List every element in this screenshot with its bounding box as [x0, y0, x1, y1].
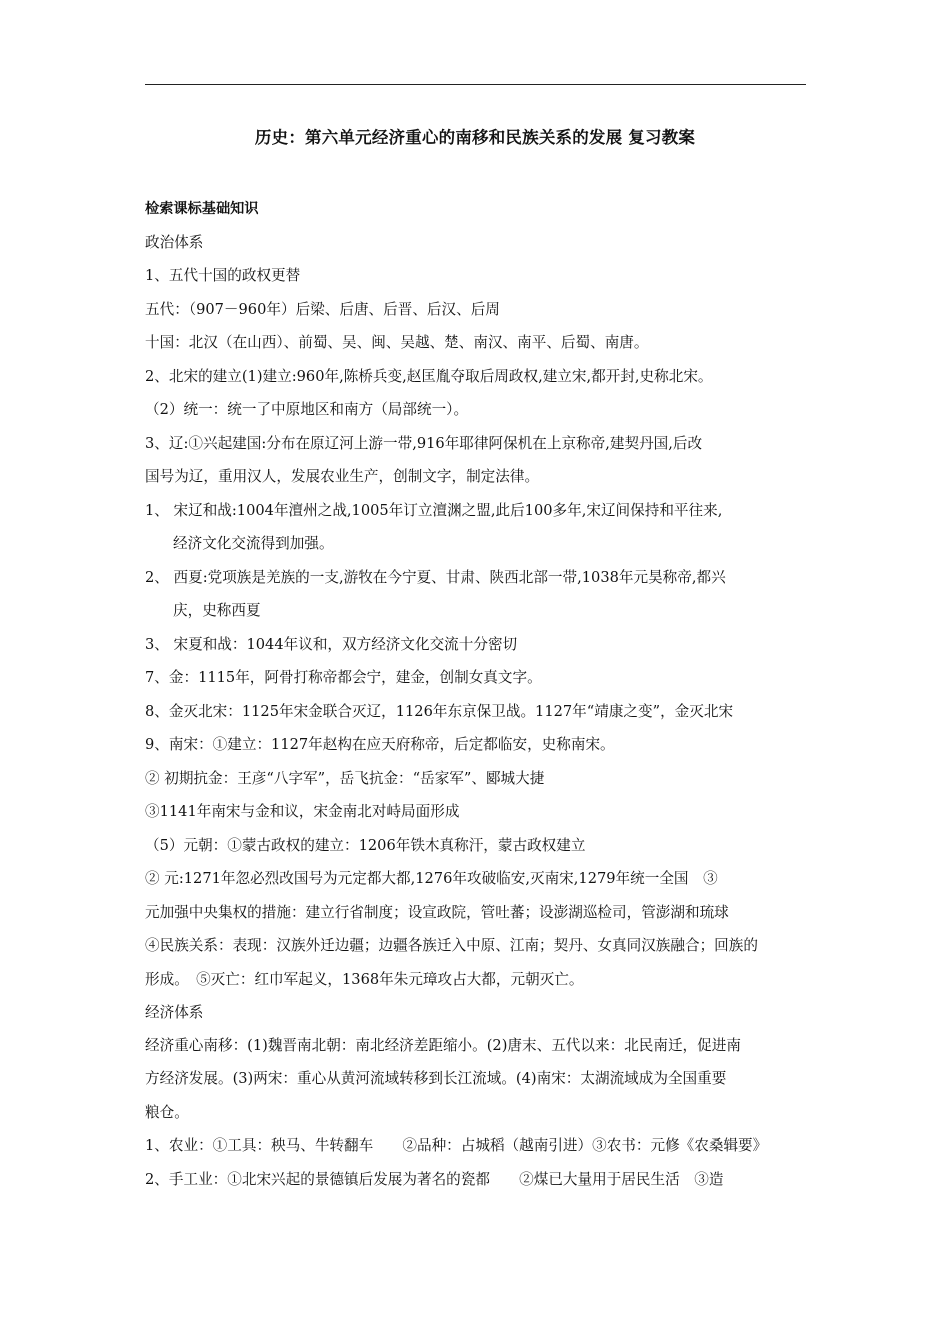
text-line: ② 初期抗金：王彦“八字军”，岳飞抗金：“岳家军”、郾城大捷 [145, 769, 545, 787]
text-line: 7、金：1115年，阿骨打称帝都会宁，建金，创制女真文字。 [145, 669, 542, 686]
text-line: 3、辽:①兴起建国:分布在原辽河上游一带,916年耶律阿保机在上京称帝,建契丹国,后改 [145, 434, 703, 452]
document-body [145, 196, 811, 1200]
text-line: 十国：北汉（在山西）、前蜀、吴、闽、吴越、楚、南汉、南平、后蜀、南唐。 [145, 334, 649, 351]
text-line: 2、手工业：①北宋兴起的景德镇后发展为著名的瓷都 ②煤已大量用于居民生活 ③造 [145, 1170, 724, 1188]
text-line: 1、五代十国的政权更替 [145, 267, 301, 284]
text-line: 1、农业：①工具：秧马、牛转翻车 ②品种：占城稻（越南引进）③农书：元修《农桑辑要》 [145, 1137, 768, 1154]
section-heading: 检索课标基础知识 [145, 201, 259, 217]
text-line: 国号为辽，重用汉人，发展农业生产，创制文字，制定法律。 [145, 468, 540, 485]
text-line: 政治体系 [145, 233, 204, 251]
text-line: 2、 西夏:党项族是羌族的一支,游牧在今宁夏、甘肃、陕西北部一带,1038年元昊称帝,都兴 [145, 568, 726, 586]
text-line: 9、南宋：①建立：1127年赵构在应天府称帝，后定都临安，史称南宋。 [145, 736, 615, 753]
text-line: ② 元:1271年忽必烈改国号为元定都大都,1276年攻破临安,灭南宋,1279年统一全国 ③ [145, 870, 718, 887]
document-title: 历史：第六单元经济重心的南移和民族关系的发展 复习教案 [254, 128, 696, 147]
text-line: 庆，史称西夏 [173, 602, 261, 619]
text-line: 方经济发展。(3)两宋：重心从黄河流域转移到长江流域。(4)南宋：太湖流域成为全国重要 [145, 1070, 727, 1087]
text-line: 1、 宋辽和战:1004年澶州之战,1005年订立澶渊之盟,此后100多年,宋辽间保持和平往来, [145, 501, 723, 519]
header-rule [145, 84, 806, 85]
text-line: 2、北宋的建立(1)建立:960年,陈桥兵变,赵匡胤夺取后周政权,建立宋,都开封,史称北宋。 [145, 367, 713, 385]
text-line: 3、 宋夏和战：1044年议和，双方经济文化交流十分密切 [145, 635, 518, 653]
text-line: （5）元朝：①蒙古政权的建立：1206年铁木真称汗，蒙古政权建立 [145, 836, 586, 854]
text-line: ③1141年南宋与金和议，宋金南北对峙局面形成 [145, 803, 460, 820]
text-line: 经济重心南移：(1)魏晋南北朝：南北经济差距缩小。(2)唐末、五代以来：北民南迁，促进南 [145, 1036, 741, 1054]
text-line: （2）统一：统一了中原地区和南方（局部统一）。 [145, 401, 469, 418]
text-line: 元加强中央集权的措施：建立行省制度；设宣政院，管吐蕃；设澎湖巡检司，管澎湖和琉球 [145, 903, 729, 921]
text-line: 形成。 ⑤灭亡：红巾军起义，1368年朱元璋攻占大都，元朝灭亡。 [145, 970, 584, 988]
text-line: ④民族关系：表现：汉族外迁边疆；边疆各族迁入中原、江南；契丹、女真同汉族融合；回族的 [145, 937, 758, 954]
text-line: 经济文化交流得到加强。 [173, 535, 334, 552]
text-line: 五代：（907－960年）后梁、后唐、后晋、后汉、后周 [145, 300, 500, 318]
text-line: 粮仓。 [145, 1103, 189, 1121]
text-line: 8、金灭北宋：1125年宋金联合灭辽，1126年东京保卫战。1127年“靖康之变”，金灭北宋 [145, 702, 734, 720]
text-line: 经济体系 [145, 1004, 204, 1021]
